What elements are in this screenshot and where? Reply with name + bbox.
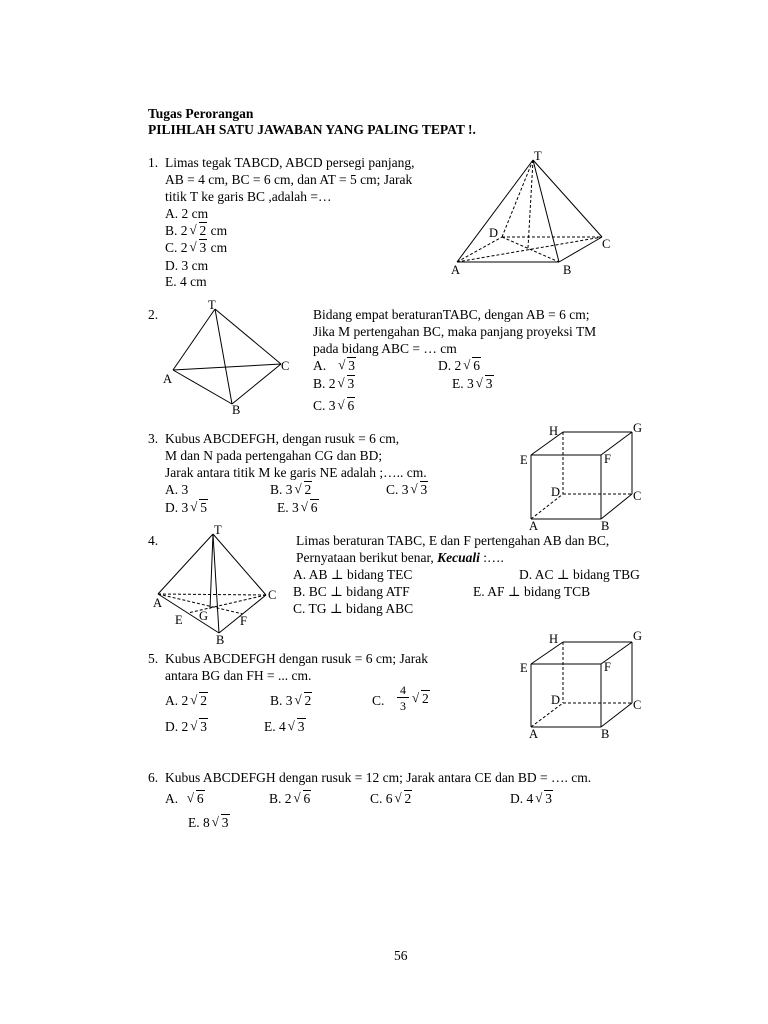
doc-title: Tugas Perorangan xyxy=(148,106,254,121)
q6-option-a: A. √ 6 xyxy=(165,791,205,807)
q5-label-c: C xyxy=(633,698,642,712)
q5-label-h: H xyxy=(549,632,559,646)
q1-label-b: B xyxy=(563,263,572,277)
q5-label-g: G xyxy=(633,629,643,643)
q3-label-g: G xyxy=(633,421,643,435)
q1-label-c: C xyxy=(602,237,611,251)
q1-label-d: D xyxy=(489,226,499,240)
page-number: 56 xyxy=(394,948,408,963)
q1-line-2: AB = 4 cm, BC = 6 cm, dan AT = 5 cm; Jarak xyxy=(165,172,413,187)
q2-option-c: C. 3√ 6 xyxy=(313,398,355,414)
q1-number: 1. xyxy=(148,155,159,170)
q5-option-c-label: C. xyxy=(372,693,385,708)
q4-number: 4. xyxy=(148,533,159,548)
q5-number: 5. xyxy=(148,651,159,666)
q4-option-a: A. AB ⊥ bidang TEC xyxy=(293,567,413,582)
q3-label-h: H xyxy=(549,424,559,438)
q4-option-d: D. AC ⊥ bidang TBG xyxy=(519,567,640,582)
q4-label-e: E xyxy=(175,613,183,627)
q3-line-2: M dan N pada pertengahan CG dan BD; xyxy=(165,448,383,463)
q5-label-d: D xyxy=(551,693,561,707)
q3-option-c: C. 3√ 3 xyxy=(386,482,428,498)
q6-line-1: Kubus ABCDEFGH dengan rusuk = 12 cm; Jarak antara CE dan BD = …. cm. xyxy=(165,770,592,785)
instruction: PILIHLAH SATU JAWABAN YANG PALING TEPAT !. xyxy=(148,122,476,137)
q1-label-t: T xyxy=(534,149,542,163)
q3-number: 3. xyxy=(148,431,159,446)
q4-option-b: B. BC ⊥ bidang ATF xyxy=(293,584,410,599)
q2-label-t: T xyxy=(208,298,216,312)
q3-line-1: Kubus ABCDEFGH, dengan rusuk = 6 cm, xyxy=(165,431,400,446)
q4-label-b: B xyxy=(216,633,225,647)
q4-label-f: F xyxy=(240,614,247,628)
q6-option-c: C. 6√ 2 xyxy=(370,791,412,807)
q5-option-d: D. 2√ 3 xyxy=(165,719,208,735)
q6-option-e: E. 8√ 3 xyxy=(188,815,230,831)
q5-option-c-numerator: 4 xyxy=(400,683,406,697)
q5-line-2: antara BG dan FH = ... cm. xyxy=(165,668,312,683)
q5-option-c-denominator: 3 xyxy=(400,699,406,713)
q3-option-d: D. 3√ 5 xyxy=(165,500,208,516)
q1-option-e: E. 4 cm xyxy=(165,274,207,289)
q5-option-e: E. 4√ 3 xyxy=(264,719,306,735)
q4-label-g: G xyxy=(199,609,209,623)
q5-label-a: A xyxy=(529,727,539,741)
q3-option-a: A. 3 xyxy=(165,482,189,497)
q2-number: 2. xyxy=(148,307,159,322)
q1-option-d: D. 3 cm xyxy=(165,258,209,273)
q4-option-e: E. AF ⊥ bidang TCB xyxy=(473,584,591,599)
q3-label-c: C xyxy=(633,489,642,503)
q4-line-1: Limas beraturan TABC, E dan F pertengahan AB dan BC, xyxy=(296,533,610,548)
q1-option-c: C. 2√ 3 cm xyxy=(165,240,227,256)
q5-option-c-radical: √ 2 xyxy=(410,691,430,707)
q1-label-a: A xyxy=(451,263,461,277)
q4-label-a: A xyxy=(153,596,163,610)
q5-label-b: B xyxy=(601,727,610,741)
q3-label-e: E xyxy=(520,453,528,467)
q5-label-f: F xyxy=(604,660,611,674)
q3-label-d: D xyxy=(551,485,561,499)
q2-label-a: A xyxy=(163,372,173,386)
q5-label-e: E xyxy=(520,661,528,675)
q3-line-3: Jarak antara titik M ke garis NE adalah ;….. cm. xyxy=(165,465,427,480)
q1-line-3: titik T ke garis BC ,adalah =… xyxy=(165,189,332,204)
q2-line-3: pada bidang ABC = … cm xyxy=(313,341,457,356)
q1-line-1: Limas tegak TABCD, ABCD persegi panjang, xyxy=(165,155,415,170)
q2-line-2: Jika M pertengahan BC, maka panjang proyeksi TM xyxy=(313,324,597,339)
q3-option-e: E. 3√ 6 xyxy=(277,500,319,516)
q6-option-d: D. 4√ 3 xyxy=(510,791,553,807)
q4-option-c: C. TG ⊥ bidang ABC xyxy=(293,601,414,616)
q6-number: 6. xyxy=(148,770,159,785)
q2-option-e: E. 3√ 3 xyxy=(452,376,494,392)
q2-label-c: C xyxy=(281,359,290,373)
q5-option-a: A. 2√ 2 xyxy=(165,693,208,709)
q5-option-b: B. 3√ 2 xyxy=(270,693,312,709)
q2-option-a: A. √ 3 xyxy=(313,358,356,374)
q1-option-b: B. 2√ 2 cm xyxy=(165,223,227,239)
q4-label-t: T xyxy=(214,523,222,537)
q2-line-1: Bidang empat beraturanTABC, dengan AB = 6 cm; xyxy=(313,307,590,322)
q2-label-b: B xyxy=(232,403,241,417)
q3-option-b: B. 3√ 2 xyxy=(270,482,312,498)
q1-option-a: A. 2 cm xyxy=(165,206,209,221)
q3-label-a: A xyxy=(529,519,539,533)
q5-line-1: Kubus ABCDEFGH dengan rusuk = 6 cm; Jarak xyxy=(165,651,428,666)
q2-option-b: B. 2√ 3 xyxy=(313,376,355,392)
q4-label-c: C xyxy=(268,588,277,602)
q3-label-b: B xyxy=(601,519,610,533)
q3-label-f: F xyxy=(604,452,611,466)
q2-option-d: D. 2√ 6 xyxy=(438,358,481,374)
q6-option-b: B. 2√ 6 xyxy=(269,791,311,807)
q4-line-2: Pernyataan berikut benar, Kecuali :…. xyxy=(296,550,504,565)
